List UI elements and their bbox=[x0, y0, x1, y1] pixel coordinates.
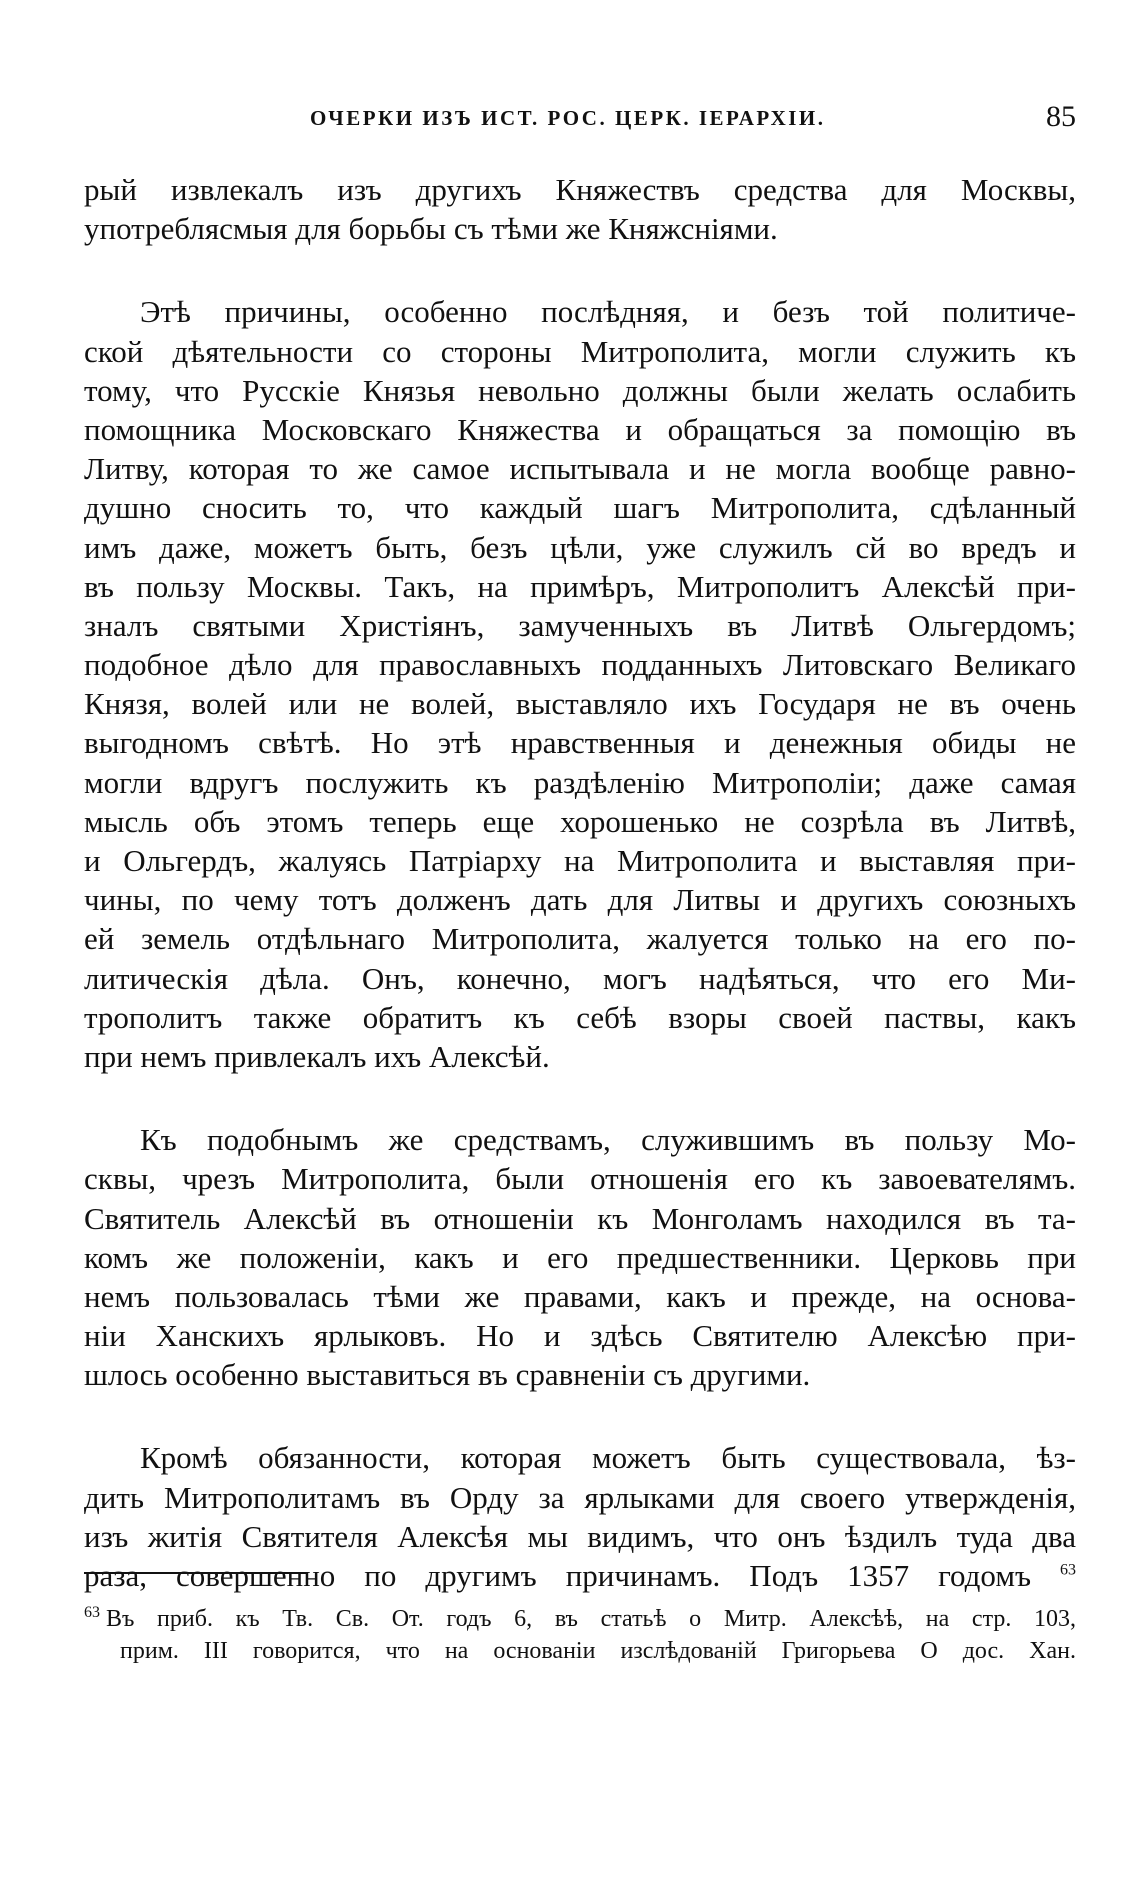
text-line: душно сносить то, что каждый шагъ Митрополита, сдѣланный bbox=[84, 490, 1076, 526]
text-line: комъ же положеніи, какъ и его предшественники. Церковь при bbox=[84, 1239, 1076, 1275]
text-line: ніи Ханскихъ ярлыковъ. Но и здѣсь Святителю Алексѣю при- bbox=[84, 1318, 1076, 1354]
text-line: дить Митрополитамъ въ Орду за ярлыками для своего утвержденія, bbox=[84, 1479, 1076, 1515]
text-line: имъ даже, можетъ быть, безъ цѣли, уже служилъ сй во вредъ и bbox=[84, 529, 1076, 565]
text-line: помощника Московскаго Княжества и обращаться за помощію въ bbox=[84, 411, 1076, 447]
footnote-reference: 63 bbox=[1060, 1561, 1076, 1579]
text-line: сквы, чрезъ Митрополита, были отношенія его къ завоевателямъ. bbox=[84, 1161, 1076, 1197]
body-text bbox=[84, 170, 1076, 1595]
text-line: изъ житія Святителя Алексѣя мы видимъ, что онъ ѣздилъ туда два bbox=[84, 1518, 1076, 1554]
text-line-with-ref bbox=[84, 1556, 1076, 1595]
text-line: шлось особенно выставиться въ сравненіи съ другими. bbox=[84, 1357, 811, 1393]
paragraph-3 bbox=[84, 1120, 1076, 1394]
text-line: немъ пользовалась тѣми же правами, какъ и прежде, на основа- bbox=[84, 1278, 1076, 1314]
text-line: раза, совершенно по другимъ причинамъ. Подъ 1357 годомъ bbox=[84, 1558, 1031, 1593]
text-line: чины, по чему тотъ долженъ дать для Литвы и другихъ союзныхъ bbox=[84, 882, 1076, 918]
footnotes bbox=[84, 1594, 1076, 1670]
page-header bbox=[84, 100, 1076, 140]
text-line: литическія дѣла. Онъ, конечно, могъ надѣяться, что его Ми- bbox=[84, 960, 1076, 996]
footnote-text: Въ приб. къ Тв. Св. От. годъ 6, въ статьѣ о Митр. Алексѣѣ, на стр. 103, bbox=[106, 1606, 1076, 1632]
footnote-text: прим. III говорится, что на основаніи изслѣдованій Григорьева О дос. Хан. bbox=[120, 1638, 1076, 1664]
running-title: ОЧЕРКИ ИЗЪ ИСТ. РОС. ЦЕРК. ІЕРАРХІИ. bbox=[310, 106, 826, 130]
text-line: подобное дѣло для православныхъ подданныхъ Литовскаго Великаго bbox=[84, 647, 1076, 683]
text-line: при немъ привлекалъ ихъ Алексѣй. bbox=[84, 1038, 550, 1074]
text-line: ской дѣятельности со стороны Митрополита, могли служить къ bbox=[84, 333, 1076, 369]
text-line: зналъ святыми Христіянъ, замученныхъ въ Литвѣ Ольгердомъ; bbox=[84, 607, 1076, 643]
paragraph-1 bbox=[84, 170, 1076, 248]
text-line: ей земель отдѣльнаго Митрополита, жалуется только на его по- bbox=[84, 921, 1076, 957]
text-line: рый извлекалъ изъ другихъ Княжествъ средства для Москвы, bbox=[84, 172, 1076, 207]
text-line: выгодномъ свѣтѣ. Но этѣ нравственныя и денежныя обиды не bbox=[84, 725, 1076, 761]
footnote-line-2 bbox=[84, 1632, 1076, 1670]
text-line: и Ольгердъ, жалуясь Патріарху на Митрополита и выставляя при- bbox=[84, 843, 1076, 878]
footnote-line-1 bbox=[84, 1594, 1076, 1632]
text-line: Къ подобнымъ же средствамъ, служившимъ въ пользу Мо- bbox=[140, 1122, 1076, 1158]
text-line: тому, что Русскіе Князья невольно должны были желать ослабить bbox=[84, 372, 1076, 408]
text-line: трополитъ также обратитъ къ себѣ взоры своей паствы, какъ bbox=[84, 999, 1076, 1035]
text-line: въ пользу Москвы. Такъ, на примѣръ, Митрополитъ Алексѣй при- bbox=[84, 568, 1076, 604]
text-line: Кромѣ обязанности, которая можетъ быть существовала, ѣз- bbox=[140, 1440, 1076, 1476]
text-line: Князя, волей или не волей, выставляло ихъ Государя не въ очень bbox=[84, 686, 1076, 722]
text-line: Литву, которая то же самое испытывала и не могла вообще равно- bbox=[84, 451, 1076, 487]
text-line: Святитель Алексѣй въ отношеніи къ Монголамъ находился въ та- bbox=[84, 1200, 1076, 1236]
text-line: мысль объ этомъ теперь еще хорошенько не созрѣла въ Литвѣ, bbox=[84, 803, 1076, 839]
page-number: 85 bbox=[1046, 100, 1076, 133]
paragraph-2 bbox=[84, 292, 1076, 1076]
text-line: употреблясмыя для борьбы съ тѣми же Княжсніями. bbox=[84, 211, 778, 247]
text-line: Этѣ причины, особенно послѣдняя, и безъ той политиче- bbox=[140, 294, 1076, 330]
footnote-divider bbox=[84, 1572, 308, 1574]
footnote-marker: 63 bbox=[84, 1604, 100, 1621]
text-line: могли вдругъ послужить къ раздѣленію Митрополіи; даже самая bbox=[84, 764, 1076, 800]
